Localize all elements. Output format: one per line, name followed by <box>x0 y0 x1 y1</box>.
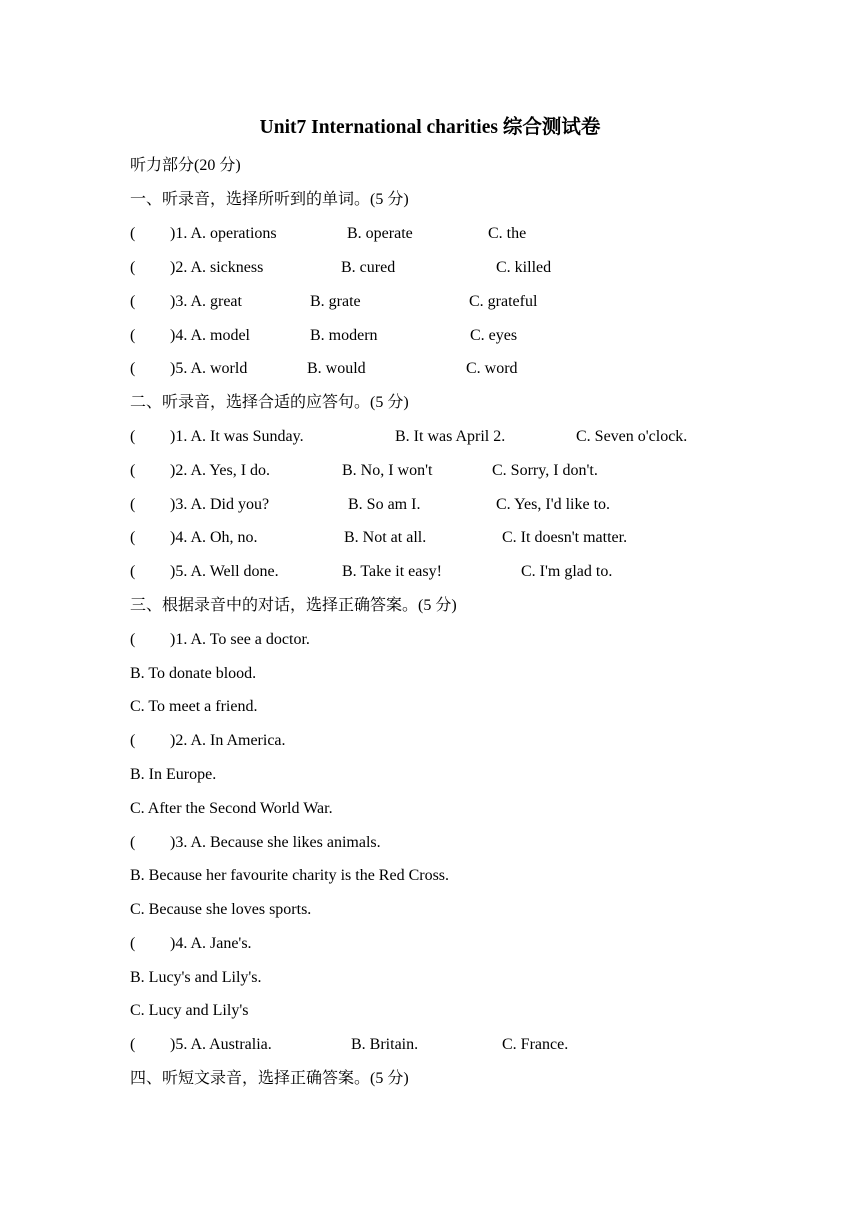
option-b: B. modern <box>310 327 378 344</box>
option-c: C. eyes <box>470 327 518 344</box>
option-a: )3. A. Did you? <box>170 496 270 513</box>
option-c: C. killed <box>496 259 552 276</box>
option-a: )4. A. model <box>170 327 250 344</box>
option-a: )4. A. Jane's. <box>170 935 252 952</box>
section-heading: 二、听录音，选择合适的应答句。(5 分) <box>130 394 409 411</box>
option-c: C. Lucy and Lily's <box>130 1002 249 1019</box>
answer-paren: ( <box>130 631 136 648</box>
answer-paren: ( <box>130 462 136 479</box>
answer-paren: ( <box>130 327 136 344</box>
answer-paren: ( <box>130 360 136 377</box>
option-b: B. Britain. <box>351 1036 419 1053</box>
option-a: )5. A. world <box>170 360 248 377</box>
option-c: C. Sorry, I don't. <box>492 462 598 479</box>
option-c: C. the <box>488 225 527 242</box>
answer-paren: ( <box>130 732 136 749</box>
option-b: B. Because her favourite charity is the Red Cross. <box>130 867 450 884</box>
option-a: )2. A. sickness <box>170 259 264 276</box>
option-b: B. To donate blood. <box>130 665 257 682</box>
answer-paren: ( <box>130 259 136 276</box>
section-heading: 四、听短文录音，选择正确答案。(5 分) <box>130 1070 409 1087</box>
answer-paren: ( <box>130 935 136 952</box>
option-c: C. To meet a friend. <box>130 698 258 715</box>
section-heading: 一、听录音，选择所听到的单词。(5 分) <box>130 191 409 208</box>
option-c: C. word <box>466 360 518 377</box>
option-c: C. France. <box>502 1036 569 1053</box>
option-b: B. would <box>307 360 366 377</box>
option-a: )4. A. Oh, no. <box>170 529 258 546</box>
option-a: )1. A. To see a doctor. <box>170 631 310 648</box>
option-a: )5. A. Well done. <box>170 563 279 580</box>
option-b: B. It was April 2. <box>395 428 506 445</box>
answer-paren: ( <box>130 563 136 580</box>
option-b: B. No, I won't <box>342 462 433 479</box>
answer-paren: ( <box>130 428 136 445</box>
section-heading: 三、根据录音中的对话，选择正确答案。(5 分) <box>130 597 457 614</box>
option-b: B. cured <box>341 259 396 276</box>
part-heading: 听力部分(20 分) <box>130 157 241 174</box>
option-b: B. grate <box>310 293 361 310</box>
option-b: B. In Europe. <box>130 766 217 783</box>
option-c: C. Because she loves sports. <box>130 901 312 918</box>
option-b: B. Not at all. <box>344 529 427 546</box>
option-c: C. grateful <box>469 293 538 310</box>
option-c: C. It doesn't matter. <box>502 529 628 546</box>
answer-paren: ( <box>130 834 136 851</box>
option-c: C. After the Second World War. <box>130 800 333 817</box>
option-a: )3. A. Because she likes animals. <box>170 834 381 851</box>
option-a: )5. A. Australia. <box>170 1036 272 1053</box>
option-a: )2. A. In America. <box>170 732 286 749</box>
option-c: C. Yes, I'd like to. <box>496 496 611 513</box>
option-c: C. Seven o'clock. <box>576 428 688 445</box>
option-c: C. I'm glad to. <box>521 563 613 580</box>
option-b: B. Lucy's and Lily's. <box>130 969 262 986</box>
option-b: B. operate <box>347 225 413 242</box>
answer-paren: ( <box>130 293 136 310</box>
answer-paren: ( <box>130 496 136 513</box>
option-a: )1. A. It was Sunday. <box>170 428 304 445</box>
page-title: Unit7 International charities 综合测试卷 <box>259 117 601 138</box>
option-b: B. So am I. <box>348 496 421 513</box>
option-a: )3. A. great <box>170 293 242 310</box>
answer-paren: ( <box>130 1036 136 1053</box>
option-a: )1. A. operations <box>170 225 277 242</box>
option-b: B. Take it easy! <box>342 563 442 580</box>
option-a: )2. A. Yes, I do. <box>170 462 271 479</box>
answer-paren: ( <box>130 529 136 546</box>
answer-paren: ( <box>130 225 136 242</box>
